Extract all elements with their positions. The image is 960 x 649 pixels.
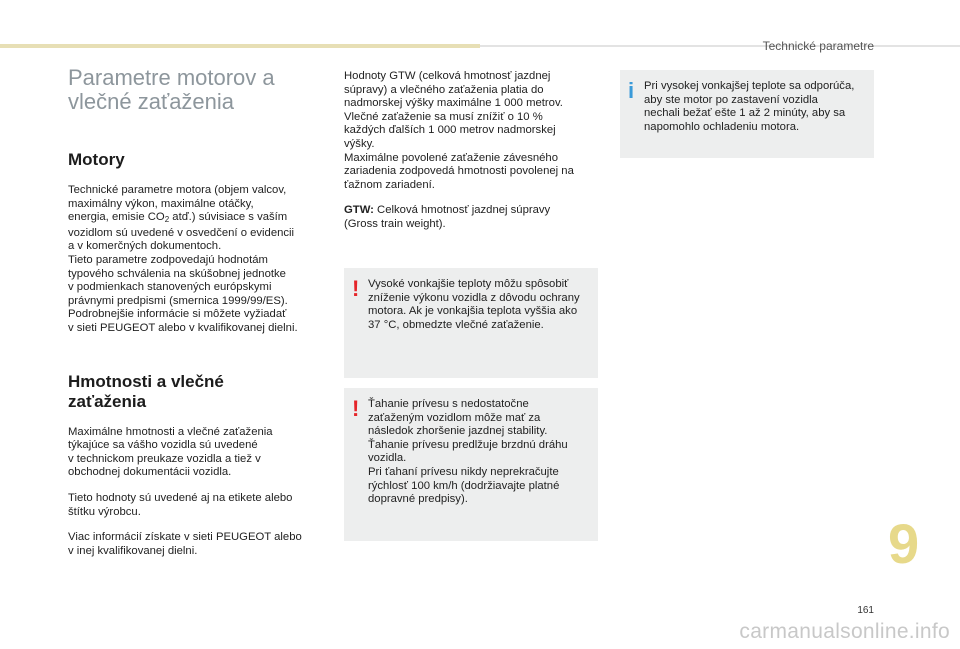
motory-paragraph (68, 184, 320, 336)
left-column (68, 66, 320, 558)
header-rule (480, 45, 960, 47)
page-title: Parametre motorov a vlečné zaťaženia (68, 65, 275, 114)
gtw-label: GTW: (344, 204, 374, 217)
chapter-number: 9 (888, 512, 920, 575)
motory-heading: Motory (68, 150, 125, 169)
hmotnosti-paragraph-1: Maximálne hmotnosti a vlečné zaťaženia týkajúce sa vášho vozidla sú uvedené v technickom preukaze vozidla a tiež v obchodnej dokumentácii vozidla. (68, 425, 273, 479)
info-box-cooling (620, 70, 874, 158)
warning-text: Vysoké vonkajšie teploty môžu spôsobiť zníženie výkonu vozidla z dôvodu ochrany motora. Ak je vonkajšia teplota vyššia ako 37 °C, obmedzte vlečné zaťaženie. (368, 278, 580, 331)
hmotnosti-paragraph-3: Viac informácií získate v sieti PEUGEOT alebo v inej kvalifikovanej dielni. (68, 531, 302, 557)
gtw-definition-text: Celková hmotnosť jazdnej súpravy (Gross train weight). (344, 204, 551, 230)
page-number: 161 (857, 605, 874, 616)
gtw-paragraph: Hodnoty GTW (celková hmotnosť jazdnej súpravy) a vlečného zaťaženia platia do nadmorskej výšky maximálne 1 000 metrov. Vlečné zaťaženie sa musí znížiť o 10 % každých ďalších 1 000 metrov nadmorskej výšky. Maximálne povolené zaťaženie závesného zariadenia zodpovedá hmotnosti povolenej na ťažnom zariadení. (344, 70, 574, 191)
motory-text-b: atď.) súvisiace s vaším vozidlom sú uvedené v osvedčení o evidencii a v komerčných dokumentoch. Tieto parametre zodpovedajú hodnotám typového schválenia na skúšobnej jednotke v podmienkach stanovených európskymi právnymi predpismi (smernica 1999/99/ES). Podrobnejšie informácie si môžete vyžiadať v sieti PEUGEOT alebo v kvalifikovanej dielni. (68, 211, 298, 334)
warning-icon: ! (352, 276, 360, 301)
info-icon: i (628, 78, 635, 103)
hmotnosti-paragraph-2: Tieto hodnoty sú uvedené aj na etikete alebo štítku výrobcu. (68, 491, 293, 518)
gtw-definition (344, 204, 598, 231)
header-accent-bar (0, 44, 480, 48)
middle-column (344, 70, 598, 232)
warning-box-towing (344, 388, 598, 541)
watermark: carmanualsonline.info (739, 620, 950, 643)
warning-text: Ťahanie prívesu s nedostatočne zaťaženým vozidlom môže mať za následok zhoršenie jazdnej stability. Ťahanie prívesu predlžuje brzdnú dráhu vozidla. Pri ťahaní prívesu nikdy neprekračujte rýchlosť 100 km/h (dodržiavajte platné dopravné predpisy). (368, 398, 568, 506)
hmotnosti-heading: Hmotnosti a vlečné zaťaženia (68, 371, 224, 411)
section-header: Technické parametre (762, 39, 874, 53)
warning-icon: ! (352, 396, 360, 421)
warning-box-temperature (344, 268, 598, 378)
motory-text-a: Technické parametre motora (objem valcov, maximálny výkon, maximálne otáčky, energia, emisie CO (68, 184, 287, 224)
info-text: Pri vysokej vonkajšej teplote sa odporúča, aby ste motor po zastavení vozidla nechali bežať ešte 1 až 2 minúty, aby sa napomohlo ochladeniu motora. (644, 80, 855, 133)
co2-subscript: 2 (164, 215, 170, 225)
